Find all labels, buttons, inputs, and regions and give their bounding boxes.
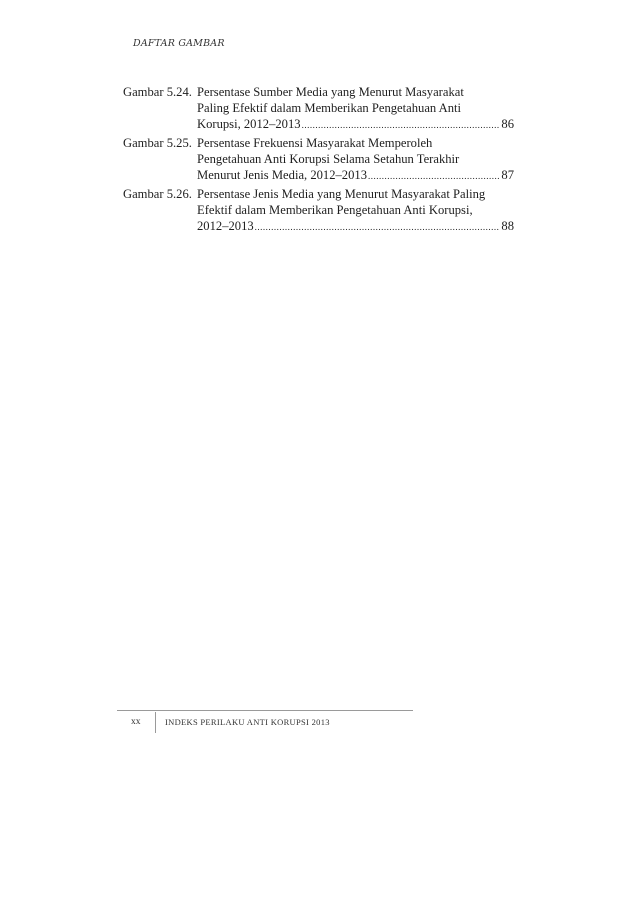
caption-line: Persentase Sumber Media yang Menurut Masyarakat xyxy=(197,85,464,99)
caption-last-line xyxy=(197,167,514,184)
figure-entry-5-25[interactable] xyxy=(123,135,514,184)
figure-caption xyxy=(197,135,514,184)
caption-line: Persentase Jenis Media yang Menurut Masyarakat Paling xyxy=(197,187,486,201)
page-reference[interactable]: 87 xyxy=(501,168,514,182)
caption-line: Efektif dalam Memberikan Pengetahuan Anti Korupsi, xyxy=(197,203,473,217)
caption-line: Pengetahuan Anti Korupsi Selama Setahun Terakhir xyxy=(197,152,460,166)
caption-line: Korupsi, 2012–2013 xyxy=(197,117,301,131)
page-reference[interactable]: 88 xyxy=(501,219,514,233)
caption-last-line xyxy=(197,116,514,133)
caption-line: Menurut Jenis Media, 2012–2013 xyxy=(197,168,367,182)
figure-number: Gambar 5.26. xyxy=(123,187,192,201)
dot-leader xyxy=(302,117,501,133)
figure-caption xyxy=(197,186,514,235)
caption-last-line xyxy=(197,218,514,235)
figure-entry-5-26[interactable] xyxy=(123,186,514,235)
dot-leader xyxy=(255,219,501,235)
figure-list xyxy=(123,84,514,237)
caption-line: 2012–2013 xyxy=(197,219,254,233)
figure-caption xyxy=(197,84,514,133)
footer-page-number: xx xyxy=(131,717,141,727)
footer-divider xyxy=(155,712,156,733)
running-header: DAFTAR GAMBAR xyxy=(133,38,225,49)
caption-line: Persentase Frekuensi Masyarakat Memperoleh xyxy=(197,136,433,150)
caption-line: Paling Efektif dalam Memberikan Pengetahuan Anti xyxy=(197,101,462,115)
figure-number: Gambar 5.25. xyxy=(123,136,192,150)
footer-rule xyxy=(117,710,413,711)
figure-number: Gambar 5.24. xyxy=(123,85,192,99)
figure-entry-5-24[interactable] xyxy=(123,84,514,133)
dot-leader xyxy=(368,168,500,184)
footer-book-title: INDEKS PERILAKU ANTI KORUPSI 2013 xyxy=(165,717,330,727)
page-reference[interactable]: 86 xyxy=(501,117,514,131)
